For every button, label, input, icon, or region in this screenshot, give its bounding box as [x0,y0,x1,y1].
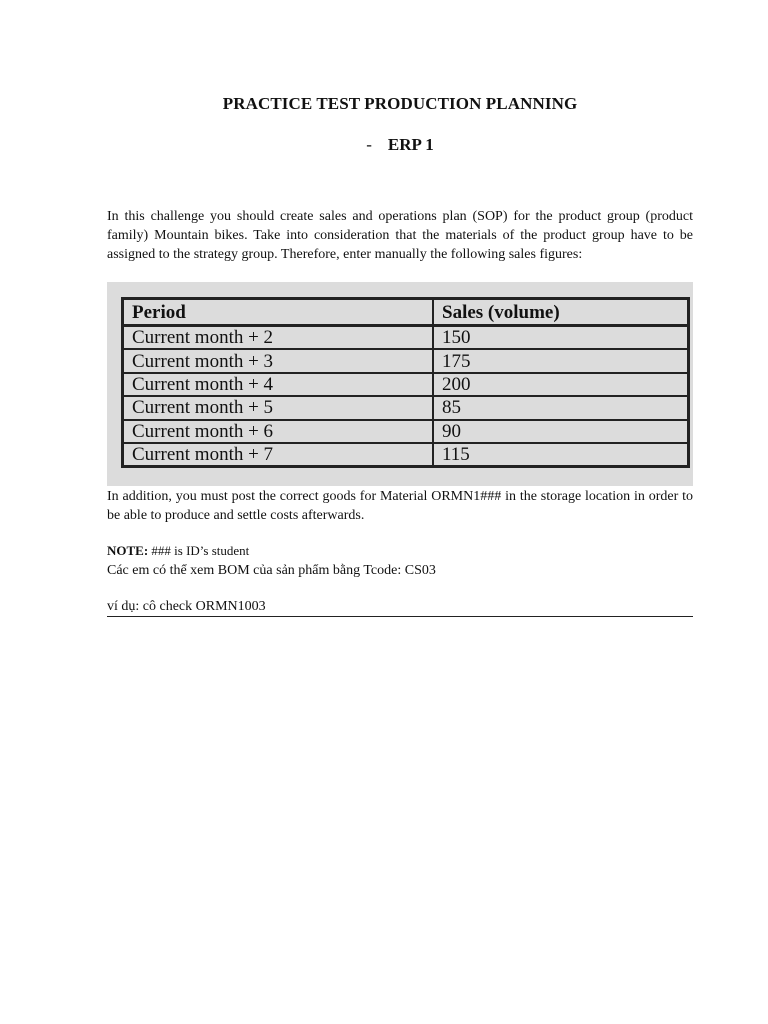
period-cell: Current month + 6 [123,420,434,443]
document-subtitle [107,135,693,155]
period-cell: Current month + 5 [123,396,434,419]
sales-table-container [107,282,693,486]
sales-cell: 175 [433,349,689,372]
table-row [123,326,689,350]
period-cell: Current month + 7 [123,443,434,467]
period-cell: Current month + 3 [123,349,434,372]
sales-cell: 200 [433,373,689,396]
sales-cell: 90 [433,420,689,443]
horizontal-rule [107,616,693,617]
table-row [123,349,689,372]
intro-paragraph: In this challenge you should create sales and operations plan (SOP) for the product group (product family) Mountain bikes. Take into consideration that the materials of the product group have to be assigned to the strategy group. Therefore, enter manually the following sales figures: [107,209,693,262]
sales-cell: 115 [433,443,689,467]
addition-paragraph: In addition, you must post the correct goods for Material ORMN1### in the storage location in order to be able to produce and settle costs afterwards. [107,489,693,523]
table-row [123,396,689,419]
table-row [123,373,689,396]
header-period: Period [123,299,434,326]
sales-cell: 150 [433,326,689,350]
table-header-row [123,299,689,326]
table-row [123,420,689,443]
note-line [107,542,693,559]
table-row [123,443,689,467]
period-cell: Current month + 2 [123,326,434,350]
example-line: ví dụ: cô check ORMN1003 [107,599,266,614]
note-text: ### is ID’s student [148,543,250,558]
sales-table [121,297,690,468]
document-title: PRACTICE TEST PRODUCTION PLANNING [222,94,578,113]
bom-instruction: Các em có thể xem BOM của sản phẩm bằng Tcode: CS03 [107,563,436,578]
period-cell: Current month + 4 [123,373,434,396]
subtitle-dash: - [366,135,372,154]
subtitle-text: ERP 1 [387,135,434,154]
header-sales-volume: Sales (volume) [433,299,689,326]
sales-cell: 85 [433,396,689,419]
note-label: NOTE: [107,543,149,558]
